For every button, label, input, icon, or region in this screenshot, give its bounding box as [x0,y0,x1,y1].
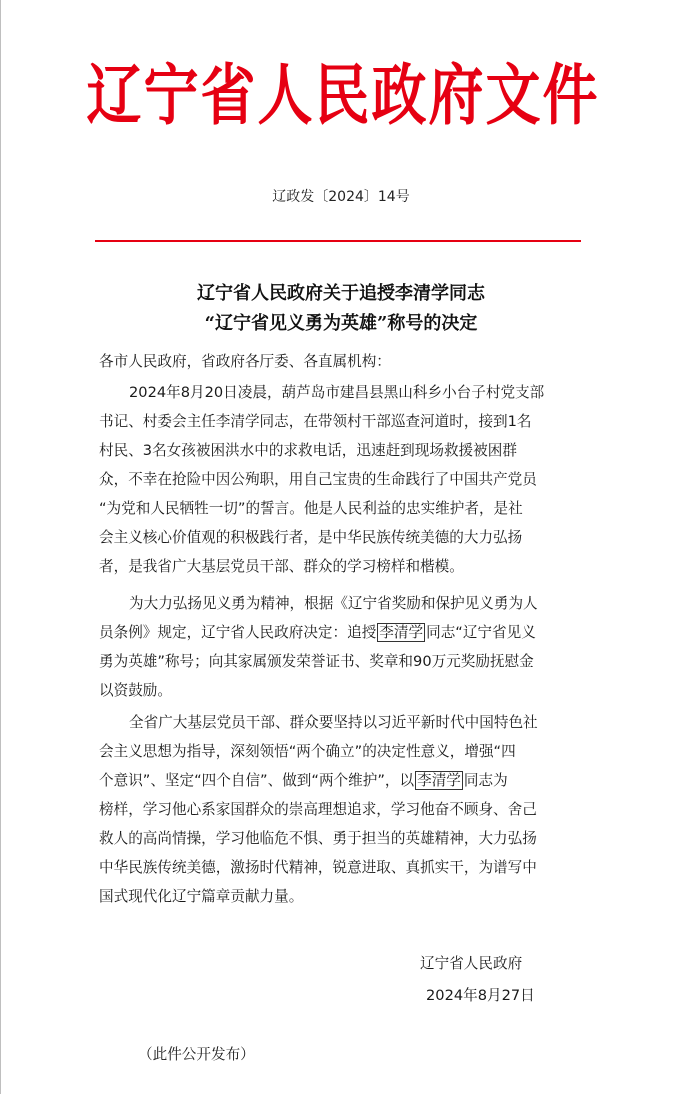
red-divider [95,240,581,242]
paragraph-1-line: 书记、村委会主任李清学同志，在带领村干部巡查河道时，接到1名 [99,413,532,430]
highlighted-name: 李清学 [379,624,424,641]
paragraph-3-line: 国式现代化辽宁篇章贡献力量。 [99,888,304,905]
signature-date: 2024年8月27日 [426,987,535,1004]
paragraph-3-line: 救人的高尚情操，学习他临危不惧、勇于担当的英雄精神，大力弘扬 [99,830,537,847]
text-segment: 同志为 [463,772,508,789]
addressee: 各市人民政府，省政府各厅委、各直属机构： [99,353,391,370]
paragraph-3-line: 会主义思想为指导，深刻领悟“两个确立”的决定性意义，增强“四 [99,743,516,760]
text-segment: 同志“辽宁省见义 [426,624,536,641]
paragraph-3 [99,708,583,911]
masthead-title: 辽宁省人民政府文件 [86,54,600,133]
paragraph-1 [99,378,583,581]
paragraph-1-line: 会主义核心价值观的积极践行者，是中华民族传统美德的大力弘扬 [99,529,523,546]
paragraph-1-line: “为党和人民牺牲一切”的誓言。他是人民利益的忠实维护者，是社 [99,500,523,517]
text-segment: 员条例》规定，辽宁省人民政府决定：追授 [99,624,377,641]
page-edge [0,0,1,1094]
paragraph-2-line: 以资鼓励。 [99,682,172,699]
highlighted-name: 李清学 [417,772,461,789]
paragraph-1-line: 众，不幸在抢险中因公殉职，用自己宝贵的生命践行了中国共产党员 [99,471,537,488]
paragraph-3-line: 中华民族传统美德，激扬时代精神，锐意进取、真抓实干，为谱写中 [99,859,537,876]
title-line-1: 辽宁省人民政府关于追授李清学同志 [197,283,485,304]
paragraph-3-line: 榜样，学习他心系家国群众的崇高理想追求，学习他奋不顾身、舍己 [99,801,537,818]
title-line-2: “辽宁省见义勇为英雄”称号的决定 [204,313,478,334]
paragraph-3-line [99,766,583,795]
paragraph-3-line: 全省广大基层党员干部、群众要坚持以习近平新时代中国特色社 [129,714,538,731]
paragraph-2-line: 为大力弘扬见义勇为精神，根据《辽宁省奖励和保护见义勇为人 [129,595,538,612]
publish-note: （此件公开发布） [138,1046,255,1063]
paragraph-2 [99,589,583,705]
document-title [96,279,586,339]
paragraph-1-line: 者，是我省广大基层党员干部、群众的学习榜样和楷模。 [99,558,464,575]
paragraph-2-line [99,618,583,647]
paragraph-2-line: 勇为英雄”称号；向其家属颁发荣誉证书、奖章和90万元奖励抚慰金 [99,653,534,670]
paragraph-1-line: 村民、3名女孩被困洪水中的求救电话，迅速赶到现场救援被困群 [99,442,517,459]
document-number: 辽政发〔2024〕14号 [272,189,410,205]
paragraph-1-line: 2024年8月20日凌晨，葫芦岛市建昌县黑山科乡小台子村党支部 [129,384,545,401]
signature-organization: 辽宁省人民政府 [420,955,523,972]
text-segment: 个意识”、坚定“四个自信”、做到“两个维护”，以 [99,772,415,789]
